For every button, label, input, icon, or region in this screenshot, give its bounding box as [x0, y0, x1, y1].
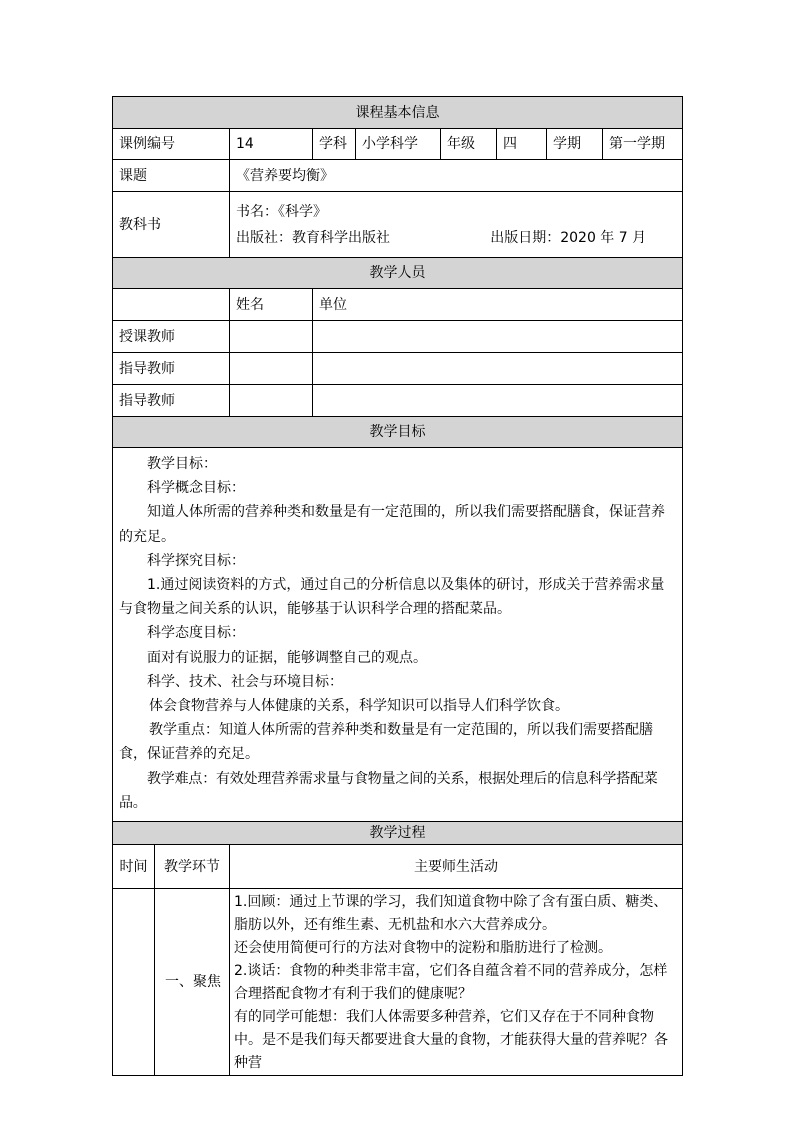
staff-unit-cell [313, 353, 683, 385]
stage-header: 教学环节 [155, 845, 230, 889]
publisher: 出版社：教育科学出版社 [236, 229, 390, 246]
goals-line: 体会食物营养与人体健康的关系，科学知识可以指导人们科学饮食。 [149, 698, 569, 715]
subject-value: 小学科学 [356, 129, 441, 160]
textbook-info [230, 192, 683, 258]
activity-line: 还会使用简便可行的方法对食物中的淀粉和脂肪进行了检测。 [234, 940, 612, 957]
term-value: 第一学期 [603, 129, 683, 160]
staff-role-advisor-1: 指导教师 [113, 353, 230, 385]
lesson-plan-table [112, 96, 683, 1076]
activity-line: 有的同学可能想：我们人体需要多种营养，它们又存在于不同种食物中。是不是我们每天都要进食大量的食物，才能获得大量的营养呢？各种营 [234, 1009, 668, 1072]
staff-unit-header: 单位 [313, 289, 683, 321]
goals-line: 教学重点：知道人体所需的营养种类和数量是有一定范围的，所以我们需要搭配膳食，保证营养的充足。 [119, 722, 653, 763]
topic-label: 课题 [113, 160, 230, 192]
topic-value: 《营养要均衡》 [230, 160, 683, 192]
staff-role-lecturer: 授课教师 [113, 321, 230, 353]
staff-name-cell [230, 353, 313, 385]
goals-line: 教学目标： [147, 456, 217, 472]
staff-name-cell [230, 385, 313, 417]
goals-line: 1.通过阅读资料的方式，通过自己的分析信息以及集体的研讨，形成关于营养需求量与食物量之间关系的认识，能够基于认识科学合理的搭配菜品。 [119, 577, 665, 618]
grade-label: 年级 [441, 129, 497, 160]
staff-role-header [113, 289, 230, 321]
staff-unit-cell [313, 321, 683, 353]
goals-line: 科学、技术、社会与环境目标： [147, 673, 343, 690]
staff-name-cell [230, 321, 313, 353]
goals-line: 知道人体所需的营养种类和数量是有一定范围的，所以我们需要搭配膳食，保证营养的充足。 [119, 504, 665, 545]
book-name: 书名：《科学》 [236, 203, 327, 220]
section-basic-info: 课程基本信息 [113, 97, 683, 129]
goals-line: 科学概念目标： [147, 480, 245, 497]
goals-line: 科学探究目标： [147, 552, 245, 569]
section-process: 教学过程 [113, 822, 683, 845]
section-goals: 教学目标 [113, 417, 683, 448]
time-cell [113, 889, 155, 1076]
lesson-plan-page [112, 96, 682, 1076]
term-label: 学期 [547, 129, 603, 160]
goals-content [113, 448, 683, 822]
activity-content [230, 889, 683, 1076]
activity-line: 1.回顾：通过上节课的学习，我们知道食物中除了含有蛋白质、糖类、脂肪以外，还有维生素、无机盐和水六大营养成分。 [234, 894, 668, 934]
publish-date: 出版日期：2020 年 7 月 [490, 229, 647, 246]
stage-focus: 一、聚焦 [155, 889, 230, 1076]
goals-line: 面对有说服力的证据，能够调整自己的观点。 [147, 649, 427, 666]
staff-role-advisor-2: 指导教师 [113, 385, 230, 417]
grade-value: 四 [497, 129, 547, 160]
goals-line: 科学态度目标： [147, 625, 245, 642]
activity-header: 主要师生活动 [230, 845, 683, 889]
section-staff: 教学人员 [113, 258, 683, 289]
case-no-label: 课例编号 [113, 129, 230, 160]
activity-line: 2.谈话：食物的种类非常丰富，它们各自蕴含着不同的营养成分，怎样合理搭配食物才有利于我们的健康呢？ [234, 963, 668, 1003]
time-header: 时间 [113, 845, 155, 889]
case-no-value: 14 [230, 129, 313, 160]
staff-name-header: 姓名 [230, 289, 313, 321]
textbook-label: 教科书 [113, 192, 230, 258]
subject-label: 学科 [313, 129, 356, 160]
staff-unit-cell [313, 385, 683, 417]
goals-line: 教学难点：有效处理营养需求量与食物量之间的关系，根据处理后的信息科学搭配菜品。 [119, 770, 658, 811]
